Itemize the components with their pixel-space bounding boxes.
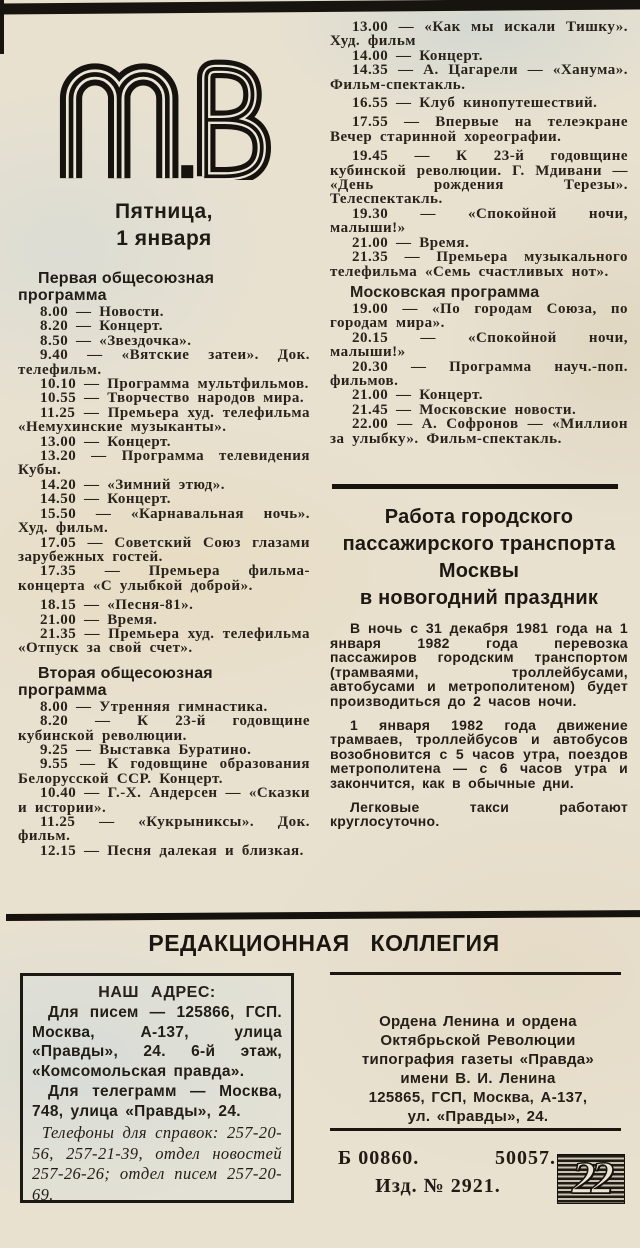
tv-logo-text <box>18 180 19 181</box>
edge-artifact <box>0 0 4 54</box>
schedule-entry: 13.20 — Программа телевидения Кубы. <box>18 448 310 479</box>
printer-top-rule <box>330 972 621 975</box>
top-rule <box>0 0 640 15</box>
schedule-entry: 21.35 — Премьера музыкального телефильма «Семь счастливых нот». <box>330 249 628 280</box>
schedule-entry: 22.00 — А. Софронов — «Миллион за улыбку». Фильм-спектакль. <box>330 416 628 447</box>
schedule-entry: 17.35 — Премьера фильма-концерта «С улыбкой доброй». <box>18 563 310 594</box>
schedule-entry: 19.45 — К 23-й годовщине кубинской революции. Г. Мдивани — «День рождения Терезы». Телеспектакль. <box>330 148 628 208</box>
schedule-entry: 13.00 — «Как мы искали Тишку». Худ. фильм <box>330 19 628 50</box>
schedule-entries-second <box>18 700 310 858</box>
schedule-entry: 11.25 — Премьера худ. телефильма «Немухинские музыканты». <box>18 404 310 436</box>
schedule-entry: 12.15 — Песня далекая и близкая. <box>40 842 304 859</box>
transport-heading-line: Работа городского <box>384 505 574 528</box>
transport-section-divider <box>332 484 618 489</box>
schedule-entry: 9.55 — К годовщине образования Белорусской ССР. Концерт. <box>18 756 310 787</box>
printer-info-line: типография газеты «Правда» <box>361 1051 595 1068</box>
schedule-entry: 8.50 — «Звездочка». <box>40 332 192 349</box>
printer-info-line: Ордена Ленина и ордена <box>379 1013 577 1030</box>
page-number-badge: 22 <box>557 1154 625 1204</box>
schedule-entries-continuation <box>330 20 628 279</box>
schedule-entries-first <box>18 305 310 656</box>
transport-heading-line: Москвы <box>438 559 520 582</box>
transport-body <box>330 621 628 829</box>
schedule-entry: 14.50 — Концерт. <box>40 491 171 508</box>
address-letters: Для писем — 125866, ГСП. Москва, А-137, улица «Правды», 24. 6-й этаж, «Комсомольская правда». <box>32 1004 282 1080</box>
date-line-1: Пятница, <box>115 200 213 223</box>
editorial-board-heading: РЕДАКЦИОННАЯ КОЛЛЕГИЯ <box>148 930 500 956</box>
address-phones: Телефоны для справок: 257-20-56, 257-21-39, отдел новостей 257-26-26; отдел писем 257-20-69. <box>32 1123 282 1204</box>
schedule-entry: 18.15 — «Песня-81». <box>40 597 194 614</box>
schedule-entry: 11.25 — «Кукрыниксы». Док. фильм. <box>18 814 310 845</box>
printer-info-line: имени В. И. Ленина <box>400 1070 556 1087</box>
transport-heading-line: пассажирского транспорта <box>342 532 616 555</box>
schedule-entry: 8.00 — Утренняя гимнастика. <box>40 698 268 715</box>
schedule-entry: 9.25 — Выставка Буратино. <box>40 741 252 758</box>
imprint-code: Б 00860. <box>338 1147 420 1169</box>
right-column <box>330 20 628 838</box>
schedule-entry: 21.00 — Время. <box>352 234 470 251</box>
schedule-entry: 17.55 — Впервые на телеэкране Вечер старинной хореографии. <box>330 114 628 145</box>
imprint-number: 50057. <box>495 1147 556 1169</box>
program-section-first <box>18 270 310 656</box>
program-section-second <box>18 665 310 858</box>
tv-logo <box>38 30 280 180</box>
schedule-entry: 14.20 — «Зимний этюд». <box>40 476 225 493</box>
schedule-entry: 13.00 — Концерт. <box>40 433 171 450</box>
section-title-first-program: Первая общесоюзная программа <box>18 270 215 304</box>
schedule-entry: 14.00 — Концерт. <box>352 47 483 64</box>
transport-paragraph: В ночь с 31 декабря 1981 года на 1 января 1982 года перевозка пассажиров городским транспортом (трамваями, троллейбусами, автобусами и метрополитеном) будет производиться до 2 часов ночи. <box>330 619 628 709</box>
schedule-entries-moscow <box>330 302 628 446</box>
date-line-2: 1 января <box>116 227 212 250</box>
schedule-entry: 19.00 — «По городам Союза, по городам мира». <box>330 300 628 332</box>
schedule-entry: 8.20 — К 23-й годовщине кубинской революции. <box>18 713 310 744</box>
schedule-entry: 17.05 — Советский Союз глазами зарубежных гостей. <box>18 534 310 565</box>
schedule-entry: 10.55 — Творчество народов мира. <box>40 390 305 407</box>
section-title-second-program: Вторая общесоюзная программа <box>18 664 213 699</box>
schedule-entry: 14.35 — А. Цагарели — «Ханума». Фильм-спектакль. <box>330 62 628 93</box>
schedule-entry: 19.30 — «Спокойной ночи, малыши!» <box>330 205 628 237</box>
left-column <box>18 22 310 858</box>
schedule-entry: 10.40 — Г.-Х. Андерсен — «Сказки и истории». <box>18 785 310 816</box>
transport-paragraph: Легковые такси работают круглосуточно. <box>330 798 628 830</box>
transport-heading-line: в новогодний праздник <box>359 586 599 609</box>
printer-info-line: ул. «Правды», 24. <box>407 1108 549 1125</box>
schedule-entry: 9.40 — «Вятские затеи». Док. телефильм. <box>18 347 310 378</box>
printer-info <box>330 1012 626 1126</box>
imprint-issue: Изд. № 2921. <box>375 1175 501 1197</box>
schedule-entry: 20.15 — «Спокойной ночи, малыши!» <box>330 329 628 361</box>
footer-divider <box>6 910 640 921</box>
date-heading <box>18 198 310 252</box>
schedule-entry: 8.20 — Концерт. <box>40 318 163 335</box>
schedule-entry: 21.35 — Премьера худ. телефильма «Отпуск за свой счет». <box>18 625 310 657</box>
section-title-moscow-program: Московская программа <box>350 283 540 301</box>
imprint-top-rule <box>330 1128 621 1131</box>
address-box <box>20 973 294 1203</box>
transport-paragraph: 1 января 1982 года движение трамваев, троллейбусов и автобусов возобновится с 5 часов утра, поездов метрополитена — с 6 часов утра и закончится, как в обычные дни. <box>330 716 628 791</box>
printer-info-line: Октябрьской Революции <box>380 1032 576 1049</box>
schedule-entry: 15.50 — «Карнавальная ночь». Худ. фильм. <box>18 505 310 537</box>
schedule-entry: 20.30 — Программа науч.-поп. фильмов. <box>330 358 628 389</box>
schedule-entry: 16.55 — Клуб кинопутешествий. <box>352 95 598 112</box>
schedule-entry: 21.00 — Концерт. <box>352 387 483 404</box>
address-telegrams: Для телеграмм — Москва, 748, улица «Правды», 24. <box>32 1083 282 1120</box>
schedule-entry: 8.00 — Новости. <box>40 304 164 320</box>
transport-heading <box>330 504 628 612</box>
schedule-entry: 21.45 — Московские новости. <box>352 401 577 418</box>
printer-info-line: 125865, ГСП, Москва, А-137, <box>368 1089 588 1106</box>
schedule-entry: 21.00 — Время. <box>40 611 158 628</box>
schedule-entry: 10.10 — Программа мультфильмов. <box>40 376 309 393</box>
address-box-title: НАШ АДРЕС: <box>98 984 216 1001</box>
